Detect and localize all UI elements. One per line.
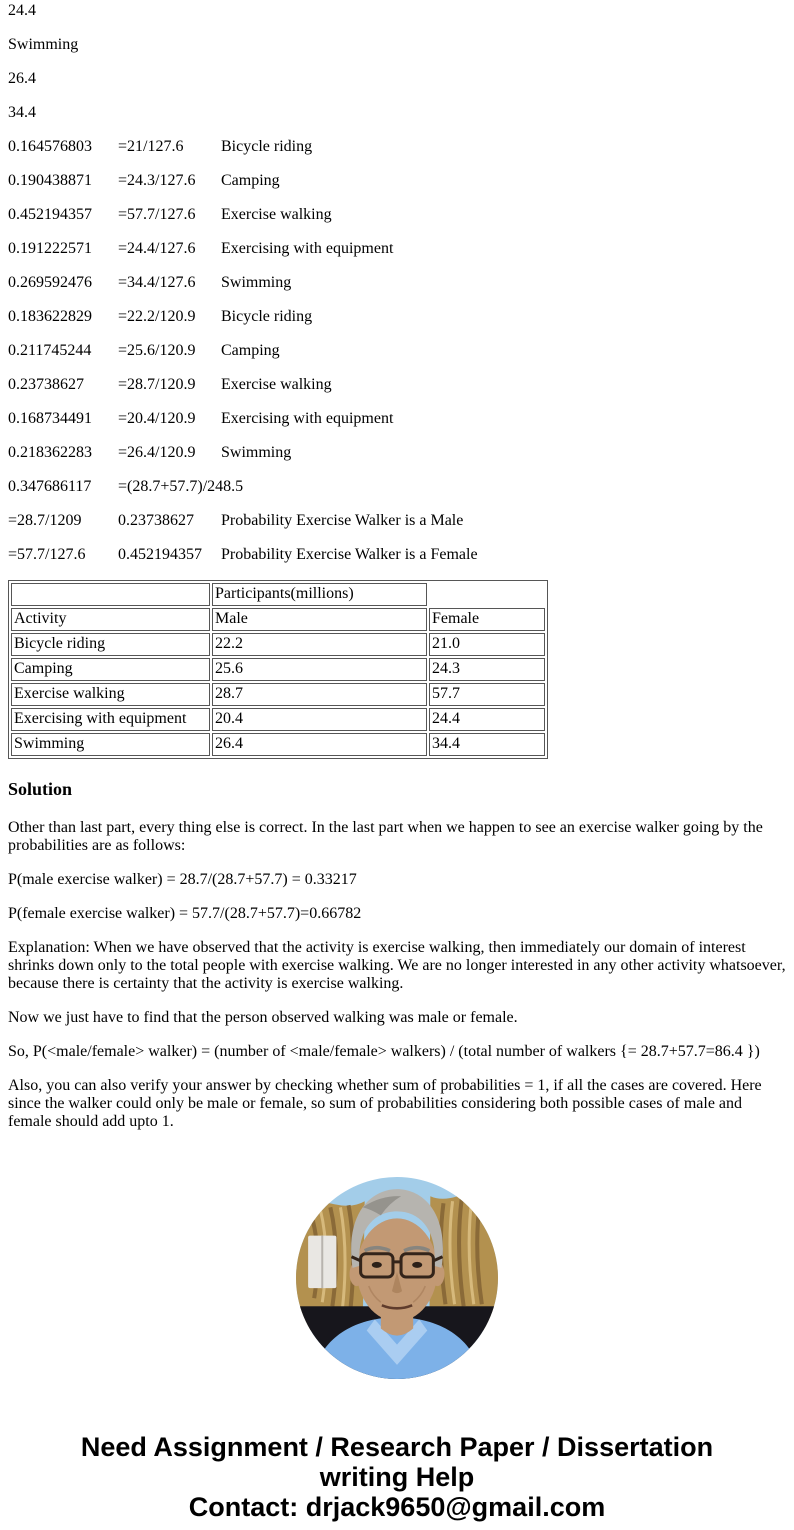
calc-fraction: =26.4/120.9: [118, 444, 196, 461]
calc-row: [8, 240, 786, 258]
calc-activity: Swimming: [221, 444, 292, 461]
calc-fraction: =28.7/120.9: [118, 376, 196, 393]
footer-contact-email: Contact: drjack9650@gmail.com: [188, 1492, 606, 1522]
cell-male: 20.4: [212, 708, 427, 731]
calc-fraction: =(28.7+57.7)/248.5: [118, 478, 244, 495]
calc-fraction: =24.3/127.6: [118, 172, 196, 189]
calc-activity: Camping: [221, 342, 280, 359]
cell-male: 25.6: [212, 658, 427, 681]
cell-male: 26.4: [212, 733, 427, 756]
table-row: [11, 708, 545, 731]
calc-activity: Exercise walking: [221, 376, 332, 393]
avatar-eye: [372, 1262, 382, 1268]
calc-fraction: =57.7/127.6: [118, 206, 196, 223]
calc-fraction: =22.2/120.9: [118, 308, 196, 325]
table-group-row: [11, 583, 545, 606]
verification-paragraph: Also, you can also verify your answer by checking whether sum of probabilities = 1, if all the cases are covered. Here since the walker could only be male or female, so sum of probabilities considering both possible cases of male and female should add upto 1.: [8, 1077, 762, 1130]
calc-description: Probability Exercise Walker is a Female: [221, 546, 478, 563]
probability-male-line: P(male exercise walker) = 28.7/(28.7+57.7) = 0.33217: [8, 871, 357, 888]
calc-activity: Exercising with equipment: [221, 240, 394, 257]
formula-paragraph: So, P(<male/female> walker) = (number of <male/female> walkers) / (total number of walkers {= 28.7+57.7=86.4 }): [8, 1043, 760, 1060]
cell-female: 57.7: [429, 683, 545, 706]
calc-row: [8, 376, 786, 394]
calc-activity: Swimming: [221, 274, 292, 291]
calc-probability: 0.190438871: [8, 172, 92, 189]
avatar-eye: [412, 1262, 422, 1268]
calc-probability: 0.23738627: [118, 512, 194, 529]
table-cell-empty: [11, 583, 210, 606]
calc-row: [8, 308, 786, 326]
cell-male: 22.2: [212, 633, 427, 656]
calc-fraction: =21/127.6: [118, 138, 184, 155]
calc-probability: 0.452194357: [8, 206, 92, 223]
footer-line: writing Help: [319, 1462, 475, 1492]
calc-row: [8, 444, 786, 462]
table-header-male: Male: [212, 608, 427, 631]
calc-probability: 0.347686117: [8, 478, 92, 495]
footer-line: Need Assignment / Research Paper / Dissertation: [80, 1432, 714, 1462]
calc-fraction: =25.6/120.9: [118, 342, 196, 359]
now-paragraph: Now we just have to find that the person observed walking was male or female.: [8, 1009, 518, 1026]
calc-row: [8, 206, 786, 224]
calc-activity: Camping: [221, 172, 280, 189]
solution-intro: Other than last part, every thing else is correct. In the last part when we happen to see an exercise walker going by the probabilities are as follows:: [8, 819, 763, 854]
probability-female-line: P(female exercise walker) = 57.7/(28.7+57.7)=0.66782: [8, 905, 362, 922]
calc-row: [8, 478, 786, 496]
calc-probability: 0.218362283: [8, 444, 92, 461]
calc-probability: 0.452194357: [118, 546, 202, 563]
calc-row: [8, 410, 786, 428]
cell-activity: Exercise walking: [11, 683, 210, 706]
calc-probability: 0.191222571: [8, 240, 92, 257]
cell-female: 34.4: [429, 733, 545, 756]
solution-heading: Solution: [8, 779, 73, 799]
table-row: [11, 683, 545, 706]
avatar-face: [357, 1218, 438, 1321]
calc-fraction: =28.7/1209: [8, 512, 82, 529]
calc-row: [8, 342, 786, 360]
intro-line: 24.4: [8, 2, 36, 19]
table-row: [11, 658, 545, 681]
calc-probability: 0.168734491: [8, 410, 92, 427]
calc-probability: 0.23738627: [8, 376, 84, 393]
participants-table: [8, 580, 548, 759]
table-header-activity: Activity: [11, 608, 210, 631]
intro-line: 26.4: [8, 70, 36, 87]
calc-row: [8, 512, 786, 530]
intro-line: Swimming: [8, 36, 79, 53]
cell-activity: Swimming: [11, 733, 210, 756]
cell-female: 24.3: [429, 658, 545, 681]
intro-line: 34.4: [8, 104, 36, 121]
calc-activity: Bicycle riding: [221, 138, 313, 155]
table-row: [11, 633, 545, 656]
calc-probability: 0.211745244: [8, 342, 92, 359]
table-row: [11, 733, 545, 756]
calc-fraction: =20.4/120.9: [118, 410, 196, 427]
calc-row: [8, 172, 786, 190]
calc-activity: Exercising with equipment: [221, 410, 394, 427]
avatar-container: [8, 1177, 786, 1384]
cell-activity: Camping: [11, 658, 210, 681]
calc-probability: 0.269592476: [8, 274, 92, 291]
calc-row: [8, 138, 786, 156]
table-group-header: Participants(millions): [212, 583, 427, 606]
table-header-row: [11, 608, 545, 631]
calc-probability: 0.183622829: [8, 308, 92, 325]
calc-row: [8, 274, 786, 292]
cell-male: 28.7: [212, 683, 427, 706]
calc-fraction: =34.4/127.6: [118, 274, 196, 291]
calc-description: Probability Exercise Walker is a Male: [221, 512, 464, 529]
calc-activity: Bicycle riding: [221, 308, 313, 325]
calc-activity: Exercise walking: [221, 206, 332, 223]
cell-female: 24.4: [429, 708, 545, 731]
explanation-paragraph: Explanation: When we have observed that the activity is exercise walking, then immediately our domain of interest shrinks down only to the total people with exercise walking. We are no longer interested in any other activity whatsoever, because there is certainty that the activity is exercise walking.: [8, 939, 786, 992]
calc-fraction: =57.7/127.6: [8, 546, 86, 563]
cell-female: 21.0: [429, 633, 545, 656]
calc-probability: 0.164576803: [8, 138, 92, 155]
calc-fraction: =24.4/127.6: [118, 240, 196, 257]
cell-activity: Bicycle riding: [11, 633, 210, 656]
footer-banner: [27, 1432, 767, 1522]
cell-activity: Exercising with equipment: [11, 708, 210, 731]
table-header-female: Female: [429, 608, 545, 631]
profile-photo: [296, 1177, 498, 1379]
calc-row: [8, 546, 786, 564]
